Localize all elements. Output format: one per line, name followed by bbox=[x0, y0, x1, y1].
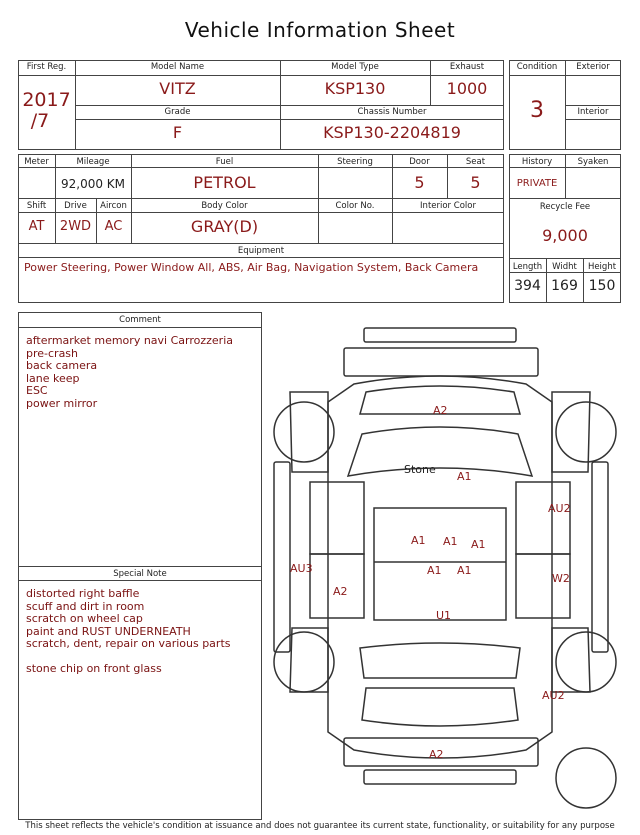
mark-roof-1: A1 bbox=[411, 534, 426, 547]
shift-label: Shift bbox=[26, 201, 47, 211]
first-reg-month: /7 bbox=[30, 110, 50, 132]
exhaust-label: Exhaust bbox=[449, 62, 485, 72]
door: 5 bbox=[414, 173, 425, 192]
body-color: GRAY(D) bbox=[190, 217, 259, 236]
mileage-label: Mileage bbox=[76, 157, 110, 167]
model-name-label: Model Name bbox=[150, 62, 205, 72]
mark-right-door: W2 bbox=[552, 572, 570, 585]
mark-left-front-fender: AU3 bbox=[290, 562, 313, 575]
chassis-label: Chassis Number bbox=[357, 107, 427, 117]
aircon-label: Aircon bbox=[100, 201, 127, 211]
shift: AT bbox=[28, 219, 45, 234]
drive-label: Drive bbox=[64, 201, 87, 211]
exhaust: 1000 bbox=[446, 79, 488, 98]
sheet-title: Vehicle Information Sheet bbox=[184, 18, 456, 42]
condition-value: 3 bbox=[530, 98, 544, 123]
drive: 2WD bbox=[59, 219, 92, 234]
equipment-label: Equipment bbox=[237, 246, 285, 256]
disclaimer-footer: This sheet reflects the vehicle's condition at issuance and does not guarantee its current state, functionality, or suitability for any purpose bbox=[25, 821, 615, 831]
height: 150 bbox=[588, 278, 616, 294]
fuel: PETROL bbox=[193, 173, 256, 192]
width-label: Widht bbox=[552, 262, 577, 272]
special-note-line: scratch, dent, repair on various parts bbox=[26, 637, 231, 650]
history: PRIVATE bbox=[516, 178, 558, 189]
height-label: Height bbox=[587, 262, 617, 272]
model-type: KSP130 bbox=[324, 79, 386, 98]
mark-roof-5: A1 bbox=[457, 564, 472, 577]
steering-label: Steering bbox=[337, 157, 373, 167]
special-note-line: scuff and dirt in room bbox=[26, 599, 145, 613]
interior-label: Interior bbox=[577, 107, 609, 117]
comment-line: power mirror bbox=[26, 396, 98, 410]
mark-windshield: Stone bbox=[404, 463, 436, 476]
width: 169 bbox=[551, 278, 578, 294]
fuel-label: Fuel bbox=[215, 157, 234, 167]
mark-roof-2: A1 bbox=[443, 535, 458, 548]
equipment: Power Steering, Power Window All, ABS, Air Bag, Navigation System, Back Camera bbox=[24, 261, 479, 274]
aircon: AC bbox=[104, 219, 123, 234]
seat-label: Seat bbox=[465, 157, 486, 167]
comment-label: Comment bbox=[119, 315, 161, 325]
meter-label: Meter bbox=[24, 157, 49, 167]
special-note-lines bbox=[26, 588, 231, 676]
syaken-label: Syaken bbox=[577, 157, 609, 167]
special-note-line: stone chip on front glass bbox=[26, 662, 162, 675]
mark-front-bumper: A2 bbox=[433, 404, 448, 417]
history-label: History bbox=[521, 157, 553, 167]
comment-line: back camera bbox=[26, 359, 98, 372]
length-label: Length bbox=[512, 262, 543, 272]
seat: 5 bbox=[470, 173, 481, 192]
mark-left-door: A2 bbox=[333, 585, 348, 598]
mark-right-rear-fender: AU2 bbox=[542, 689, 565, 702]
length: 394 bbox=[514, 278, 541, 294]
mileage: 92,000 KM bbox=[60, 177, 126, 191]
special-note-line: distorted right baffle bbox=[26, 587, 140, 600]
model-name: VITZ bbox=[159, 79, 196, 98]
comment-line: pre-crash bbox=[26, 346, 79, 360]
comment-line: ESC bbox=[26, 384, 48, 397]
first-reg-label: First Reg. bbox=[26, 62, 67, 72]
grade-label: Grade bbox=[164, 107, 191, 117]
car-damage-diagram bbox=[270, 322, 630, 818]
special-note-line: paint and RUST UNDERNEATH bbox=[26, 624, 191, 638]
mark-roof-3: A1 bbox=[471, 538, 486, 551]
comment-lines bbox=[26, 335, 233, 410]
mark-hood: A1 bbox=[457, 470, 472, 483]
special-note-line: scratch on wheel cap bbox=[26, 612, 143, 625]
special-note-label: Special Note bbox=[113, 569, 167, 579]
model-type-label: Model Type bbox=[331, 62, 379, 72]
recycle-fee-label: Recycle Fee bbox=[539, 202, 591, 212]
recycle-fee: 9,000 bbox=[542, 226, 588, 245]
body-color-label: Body Color bbox=[201, 201, 248, 211]
condition-label: Condition bbox=[516, 62, 558, 72]
chassis-number: KSP130-2204819 bbox=[323, 123, 461, 142]
grade: F bbox=[172, 123, 183, 142]
comment-line: aftermarket memory navi Carrozzeria bbox=[26, 334, 233, 347]
mark-roof-center: U1 bbox=[436, 609, 452, 622]
door-label: Door bbox=[409, 157, 430, 167]
color-no-label: Color No. bbox=[335, 201, 375, 211]
mark-right-front-fender: AU2 bbox=[548, 502, 571, 515]
comment-line: lane keep bbox=[26, 371, 80, 385]
first-reg-year: 2017 bbox=[22, 89, 71, 111]
exterior-label: Exterior bbox=[576, 62, 610, 72]
mark-roof-4: A1 bbox=[427, 564, 442, 577]
interior-color-label: Interior Color bbox=[420, 201, 476, 211]
mark-rear-bumper: A2 bbox=[429, 748, 444, 761]
